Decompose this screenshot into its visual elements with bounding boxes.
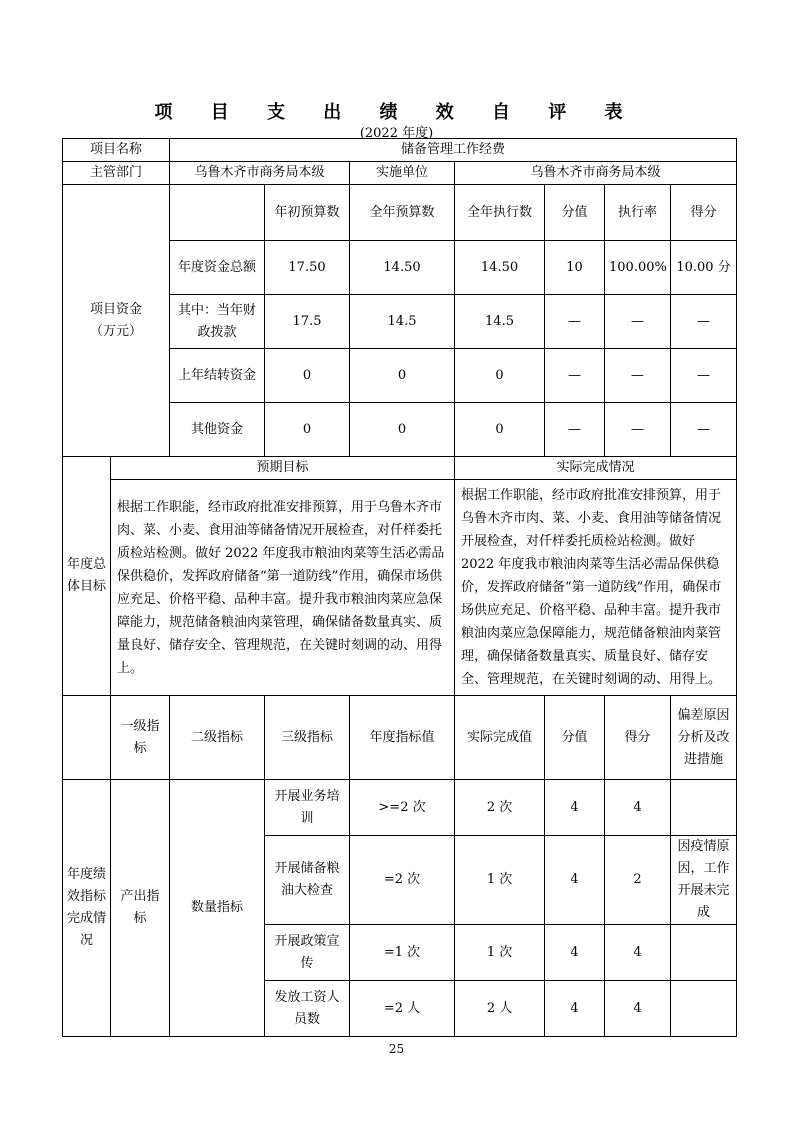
indicator-level3: 开展业务培训 [265, 780, 350, 836]
funds-cell: 14.5 [455, 295, 545, 349]
indicator-deviation [671, 981, 737, 1037]
impl-value: 乌鲁木齐市商务局本级 [455, 162, 737, 185]
funds-cell: 0 [350, 403, 455, 457]
indicator-level2-value: 数量指标 [170, 780, 265, 1037]
indicator-level3: 开展政策宣传 [265, 925, 350, 981]
indicator-score: 4 [545, 981, 605, 1037]
funds-cell: — [671, 349, 737, 403]
indicator-actual: 1 次 [455, 925, 545, 981]
indicator-header-target: 年度指标值 [350, 696, 455, 780]
funds-cell: 10.00 分 [671, 241, 737, 295]
indicator-header-level1: 一级指标 [111, 696, 170, 780]
funds-cell: 17.5 [265, 295, 350, 349]
funds-cell: — [671, 403, 737, 457]
indicator-score: 4 [545, 836, 605, 925]
funds-cell: 14.50 [350, 241, 455, 295]
funds-col-header: 得分 [671, 185, 737, 241]
funds-cell: 14.50 [455, 241, 545, 295]
indicator-level1-value: 产出指标 [111, 780, 170, 1037]
funds-cell: 14.5 [350, 295, 455, 349]
indicator-header-level2: 二级指标 [170, 696, 265, 780]
document-title: 项 目 支 出 绩 效 自 评 表 [154, 102, 639, 123]
funds-corner [170, 185, 265, 241]
indicator-header-got: 得分 [605, 696, 671, 780]
indicator-got: 4 [605, 925, 671, 981]
funds-col-header: 分值 [545, 185, 605, 241]
indicator-score: 4 [545, 925, 605, 981]
actual-goal-header: 实际完成情况 [455, 457, 737, 480]
project-name-label: 项目名称 [63, 139, 170, 162]
funds-row-label: 上年结转资金 [170, 349, 265, 403]
indicator-level3: 发放工资人员数 [265, 981, 350, 1037]
indicator-score: 4 [545, 780, 605, 836]
funds-cell: — [545, 403, 605, 457]
indicator-section-label: 年度绩效指标完成情况 [63, 780, 111, 1037]
indicator-got: 4 [605, 780, 671, 836]
dept-label: 主管部门 [63, 162, 170, 185]
indicator-got: 2 [605, 836, 671, 925]
indicator-actual: 2 次 [455, 780, 545, 836]
indicator-header-actual: 实际完成值 [455, 696, 545, 780]
indicator-got: 4 [605, 981, 671, 1037]
indicator-corner [63, 696, 111, 780]
funds-row-label: 其他资金 [170, 403, 265, 457]
funds-label-line1: 项目资金 [90, 301, 143, 317]
funds-cell: 100.00% [605, 241, 671, 295]
actual-goal-text: 根据工作职能，经市政府批准安排预算，用于乌鲁木齐市肉、菜、小麦、食用油等储备情况开展检查，对仟样委托质检站检测。做好 2022 年度我市粮油肉菜等生活必需品保供稳价，发挥政府储备“第一道防线”作用，确保市场供应充足、价格平稳、品种丰富。提升我市粮油肉菜应急保障能力，规范储备粮油肉菜管理，确保储备数量真实、质量良好、储存安全、管理规范，在关键时刻调的动、用得上。 [455, 480, 737, 696]
funds-cell: 0 [265, 403, 350, 457]
indicator-target: =2 人 [350, 981, 455, 1037]
funds-col-header: 全年执行数 [455, 185, 545, 241]
indicator-deviation: 因疫情原因，工作开展未完成 [671, 836, 737, 925]
funds-row-label: 其中：当年财政拨款 [170, 295, 265, 349]
funds-cell: — [671, 295, 737, 349]
indicator-header-score: 分值 [545, 696, 605, 780]
funds-col-header: 执行率 [605, 185, 671, 241]
project-name-value: 储备管理工作经费 [170, 139, 737, 162]
expected-goal-header: 预期目标 [111, 457, 455, 480]
funds-section-label [63, 185, 170, 457]
indicator-header-level3: 三级指标 [265, 696, 350, 780]
performance-table [62, 138, 737, 1037]
funds-cell: — [545, 295, 605, 349]
indicator-level3: 开展储备粮油大检查 [265, 836, 350, 925]
impl-label: 实施单位 [350, 162, 455, 185]
funds-col-header: 年初预算数 [265, 185, 350, 241]
funds-cell: 0 [455, 349, 545, 403]
funds-cell: 17.50 [265, 241, 350, 295]
funds-cell: 0 [265, 349, 350, 403]
indicator-deviation [671, 780, 737, 836]
indicator-actual: 2 人 [455, 981, 545, 1037]
funds-cell: 10 [545, 241, 605, 295]
expected-goal-text: 根据工作职能，经市政府批准安排预算，用于乌鲁木齐市肉、菜、小麦、食用油等储备情况开展检查，对仟样委托质检站检测。做好 2022 年度我市粮油肉菜等生活必需品保供稳价，发挥政府储备“第一道防线”作用，确保市场供应充足、价格平稳、品种丰富。提升我市粮油肉菜应急保障能力，规范储备粮油肉菜管理，确保储备数量真实、质量良好、储存安全、管理规范，在关键时刻调的动、用得上。 [111, 480, 455, 696]
funds-cell: 0 [350, 349, 455, 403]
funds-cell: — [605, 403, 671, 457]
document-year: (2022 年度) [359, 126, 434, 141]
funds-col-header: 全年预算数 [350, 185, 455, 241]
indicator-header-deviation: 偏差原因分析及改进措施 [671, 696, 737, 780]
funds-cell: — [605, 295, 671, 349]
indicator-deviation [671, 925, 737, 981]
funds-label-line2: （万元） [90, 323, 143, 339]
indicator-target: =2 次 [350, 836, 455, 925]
goals-section-label: 年度总体目标 [63, 457, 111, 696]
funds-cell: — [605, 349, 671, 403]
indicator-target: =1 次 [350, 925, 455, 981]
funds-cell: — [545, 349, 605, 403]
indicator-actual: 1 次 [455, 836, 545, 925]
funds-row-label: 年度资金总额 [170, 241, 265, 295]
indicator-target: >=2 次 [350, 780, 455, 836]
page-number: 25 [388, 1042, 405, 1056]
funds-cell: 0 [455, 403, 545, 457]
dept-value: 乌鲁木齐市商务局本级 [170, 162, 350, 185]
